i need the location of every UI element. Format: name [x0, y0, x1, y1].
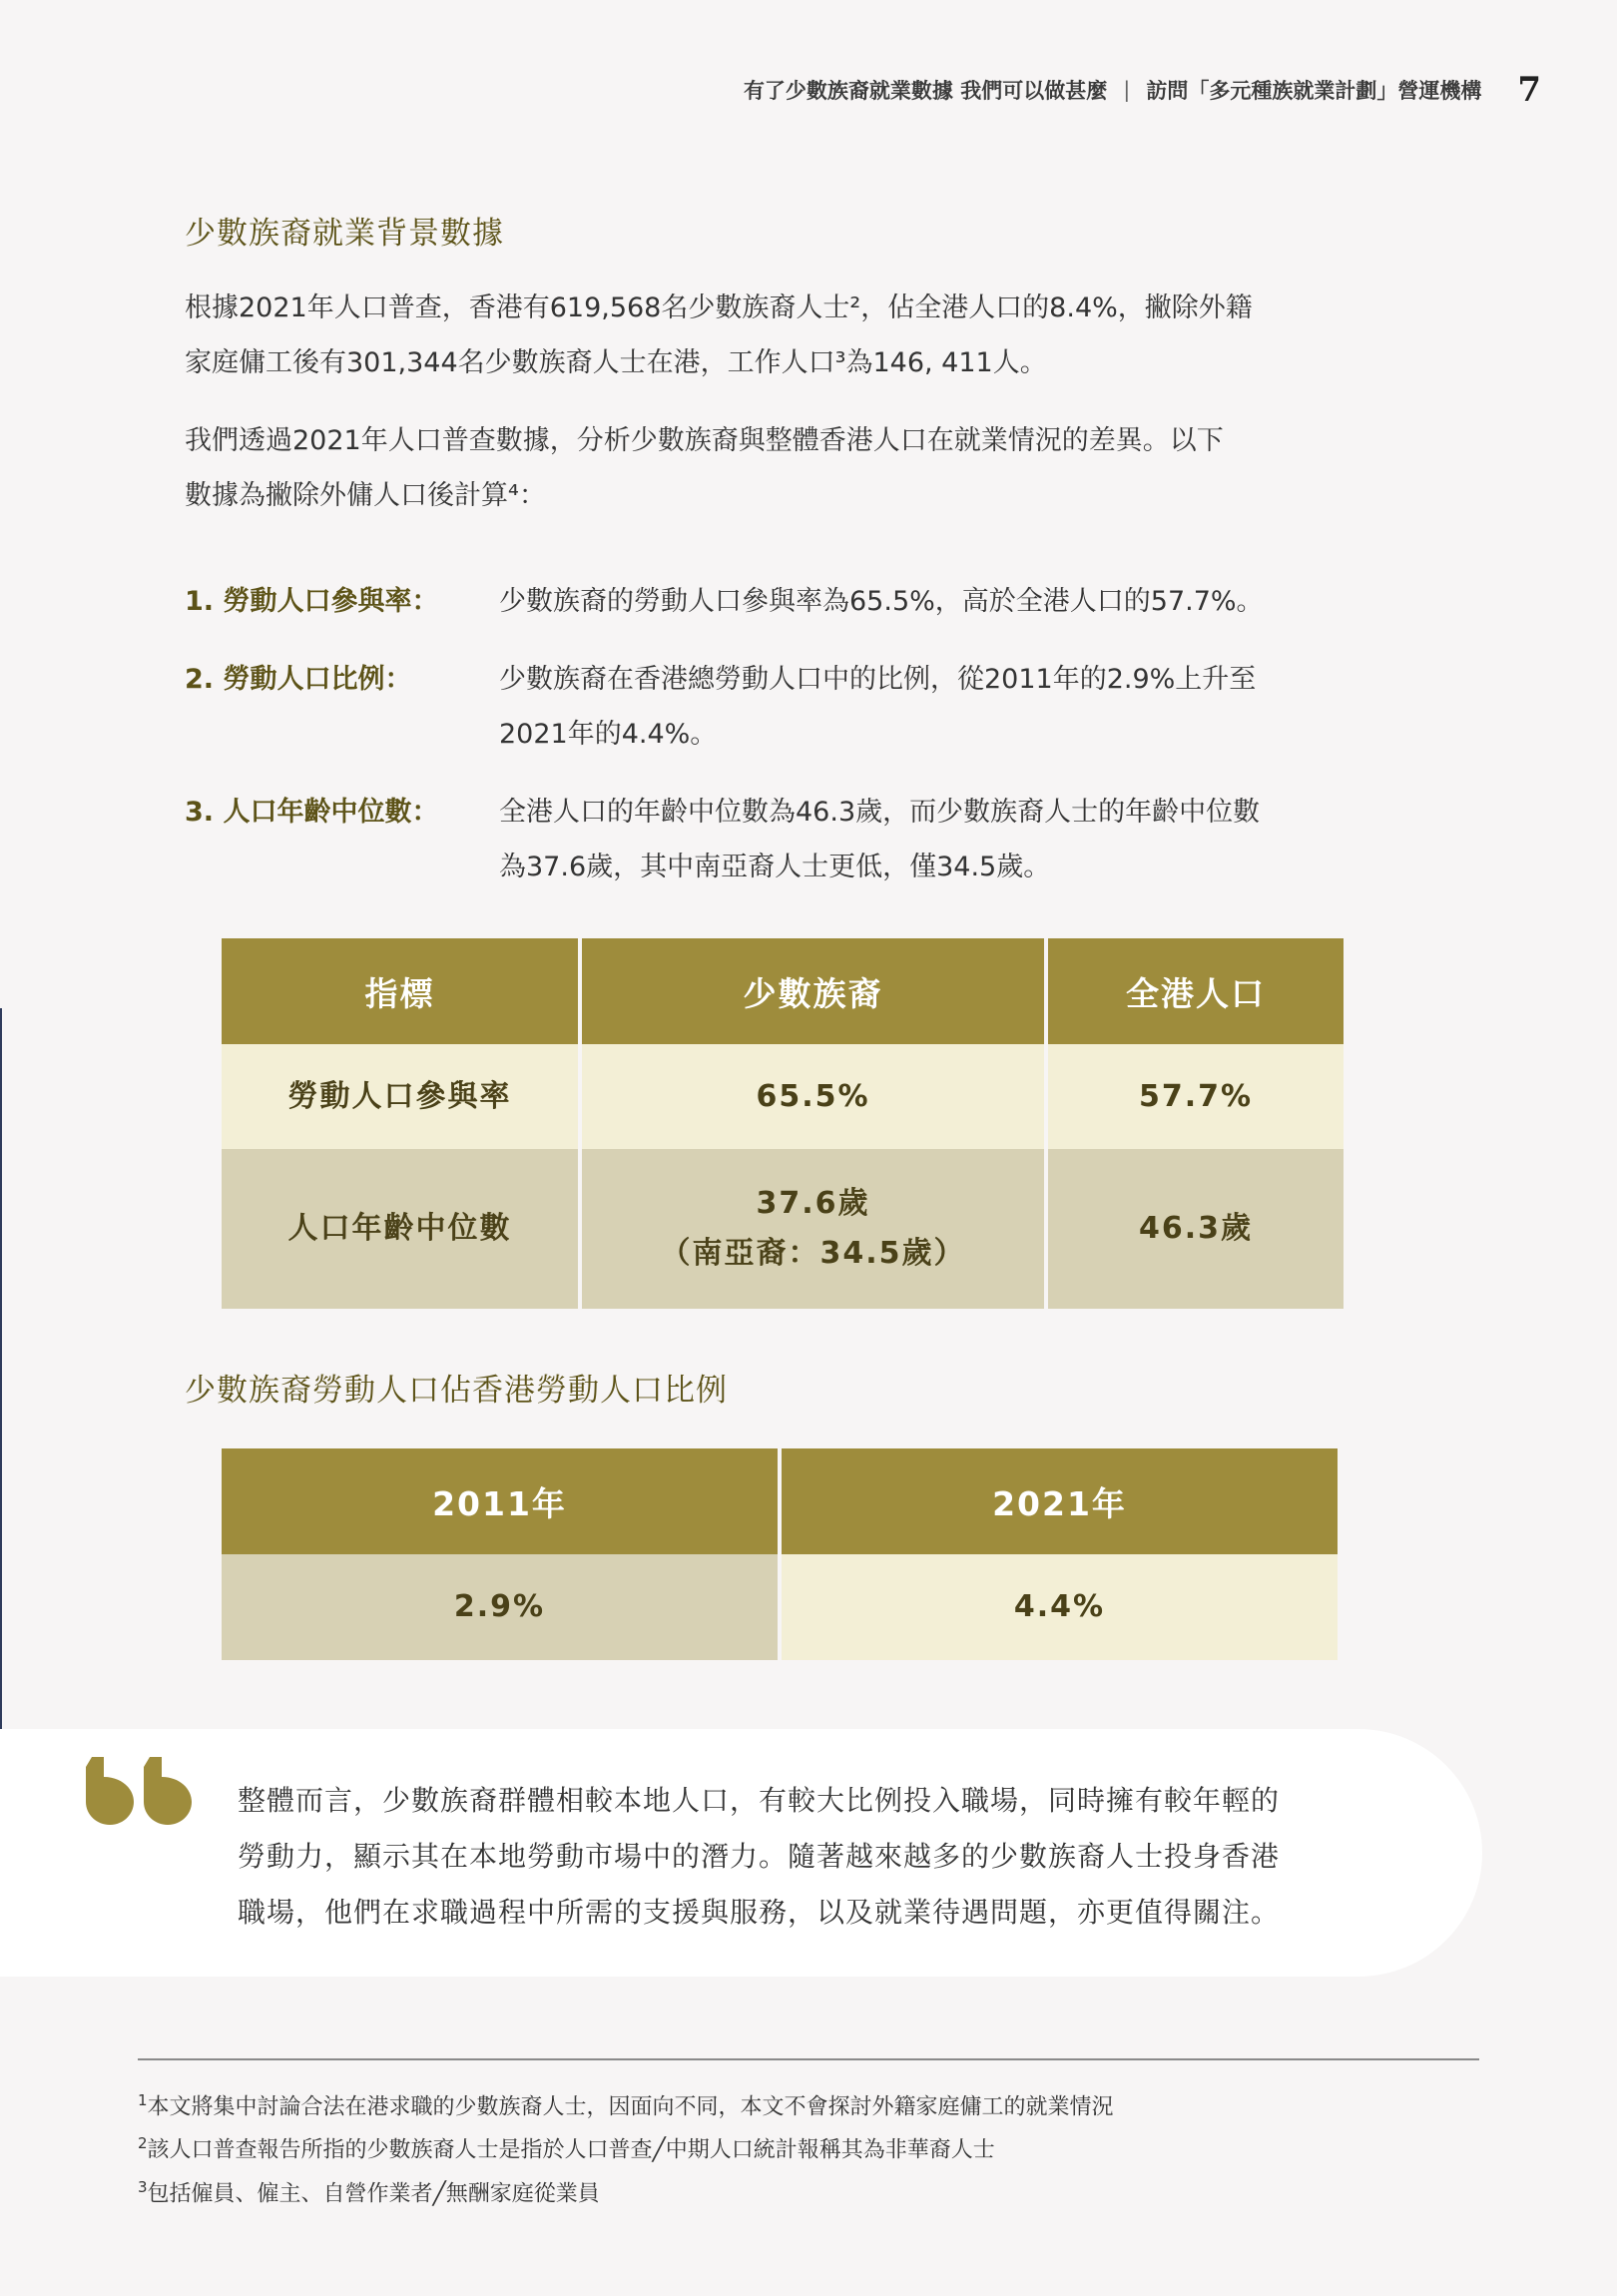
- footnotes: [138, 2082, 1479, 2212]
- page-header: [744, 70, 1541, 110]
- list-item-line: 少數族裔的勞動人口參與率為65.5%，高於全港人口的57.7%。: [499, 586, 1264, 617]
- list-item-label: 2. 勞動人口比例：: [185, 664, 412, 695]
- paragraph-census: [185, 281, 1382, 390]
- table-header-overall: 全港人口: [1048, 938, 1344, 1044]
- table-header-row: [222, 938, 1344, 1044]
- quote-mark-icon: [84, 1757, 200, 1825]
- footnote-text: 該人口普查報告所指的少數族裔人士是指於人口普查╱中期人口統計報稱其為非華裔人士: [147, 2137, 995, 2163]
- quote-line: 整體而言，少數族裔群體相較本地人口，有較大比例投入職場，同時擁有較年輕的: [238, 1784, 1281, 1817]
- minority-south-asian-note: （南亞裔：34.5歲）: [660, 1236, 966, 1271]
- table-header-row: [222, 1448, 1338, 1554]
- footnote-number: 2: [138, 2134, 148, 2153]
- table-row: [222, 1149, 1344, 1309]
- paragraph-analysis: [185, 413, 1382, 523]
- header-subtitle: 訪問「多元種族就業計劃」營運機構: [1146, 79, 1482, 103]
- minority-median-age: 37.6歲: [756, 1186, 870, 1221]
- footnote-number: 1: [138, 2091, 148, 2109]
- list-item-median-age: [185, 785, 1402, 894]
- footnote-text: 本文將集中討論合法在港求職的少數族裔人士，因面向不同，本文不會探討外籍家庭傭工的就業情況: [147, 2094, 1114, 2120]
- labour-share-table: [218, 1448, 1342, 1660]
- table-header-minority: 少數族裔: [582, 938, 1044, 1044]
- table-cell-indicator: 勞動人口參與率: [222, 1044, 578, 1149]
- list-item-text: [499, 574, 1377, 629]
- list-item-labour-share: [185, 652, 1402, 762]
- footnote-number: 3: [138, 2177, 148, 2196]
- table-cell-2021: 4.4%: [782, 1554, 1338, 1660]
- list-item-participation: [185, 574, 1402, 629]
- page-number: 7: [1517, 70, 1541, 110]
- footnote-text: 包括僱員、僱主、自營作業者╱無酬家庭從業員: [147, 2180, 600, 2206]
- table-cell-overall: 57.7%: [1048, 1044, 1344, 1149]
- list-item-label: 1. 勞動人口參與率：: [185, 586, 439, 617]
- section-title-background: 少數族裔就業背景數據: [185, 216, 504, 252]
- section-title-labour-share: 少數族裔勞動人口佔香港勞動人口比例: [185, 1373, 728, 1409]
- list-item-text: [499, 785, 1377, 894]
- quote-text: [238, 1773, 1395, 1941]
- list-item-label: 3. 人口年齡中位數：: [185, 797, 439, 828]
- paragraph-line: 根據2021年人口普查，香港有619,568名少數族裔人士²，佔全港人口的8.4%，撇除外籍: [185, 292, 1253, 323]
- table-cell-minority: [582, 1149, 1044, 1309]
- footnote: [138, 2082, 1479, 2125]
- table-row: [222, 1554, 1338, 1660]
- table-cell-indicator: 人口年齡中位數: [222, 1149, 578, 1309]
- table-cell-overall: 46.3歲: [1048, 1149, 1344, 1309]
- paragraph-line: 數據為撇除外傭人口後計算⁴：: [185, 480, 546, 511]
- table-header-2021: 2021年: [782, 1448, 1338, 1554]
- list-item-text: [499, 652, 1377, 762]
- list-item-line: 為37.6歲，其中南亞裔人士更低，僅34.5歲。: [499, 852, 1051, 882]
- footnote: [138, 2169, 1479, 2212]
- table-row: [222, 1044, 1344, 1149]
- list-item-line: 少數族裔在香港總勞動人口中的比例，從2011年的2.9%上升至: [499, 664, 1257, 695]
- header-separator: |: [1123, 78, 1131, 102]
- table-header-2011: 2011年: [222, 1448, 778, 1554]
- footnote: [138, 2125, 1479, 2168]
- header-title: 有了少數族裔就業數據 我們可以做甚麼: [743, 79, 1108, 103]
- list-item-line: 2021年的4.4%。: [499, 719, 718, 750]
- quote-line: 職場，他們在求職過程中所需的支援與服務，以及就業待遇問題，亦更值得關注。: [238, 1896, 1281, 1929]
- indicator-table: [218, 938, 1348, 1309]
- paragraph-line: 我們透過2021年人口普查數據，分析少數族裔與整體香港人口在就業情況的差異。以下: [185, 425, 1224, 456]
- footnote-divider: [138, 2058, 1479, 2060]
- table-cell-2011: 2.9%: [222, 1554, 778, 1660]
- list-item-line: 全港人口的年齡中位數為46.3歲，而少數族裔人士的年齡中位數: [499, 797, 1261, 828]
- table-cell-minority: 65.5%: [582, 1044, 1044, 1149]
- paragraph-line: 家庭傭工後有301,344名少數族裔人士在港，工作人口³為146, 411人。: [185, 347, 1047, 378]
- quote-line: 勞動力，顯示其在本地勞動市場中的潛力。隨著越來越多的少數族裔人士投身香港: [238, 1840, 1281, 1873]
- table-header-indicator: 指標: [222, 938, 578, 1044]
